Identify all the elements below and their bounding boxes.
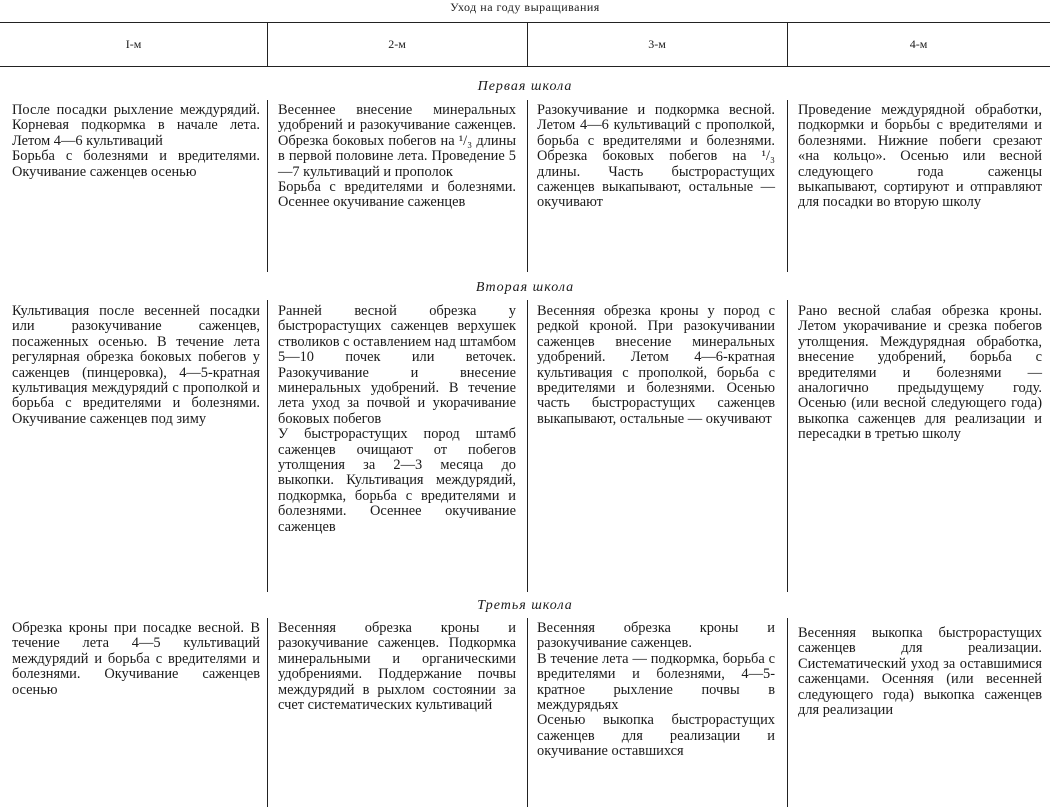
section-title-third-school: Третья школа	[477, 598, 573, 613]
s1-divider-3	[787, 100, 788, 272]
cell-s3-year3: Весенняя обрезка кроны и разокучивание саженцев. В течение лета — подкормка, борьба с вредителями и болезнями, 4—5-кратное рыхление почвы в междурядьях Осенью выкопка быстрорастущих саженцев для реализации и окучивание оставшихся	[537, 620, 775, 760]
column-header-year-1: I-м	[125, 37, 142, 51]
cell-s1-year2: Весеннее внесение минеральных удобрений и разокучивание саженцев. Обрезка боковых побегов на ¹/₃ длины в первой половине лета. Проведение 5—7 культиваций и прополок Борьба с вредителями и болезнями. Осеннее окучивание саженцев	[278, 102, 516, 211]
s3-divider-3	[787, 618, 788, 807]
column-header-year-2: 2-м	[388, 37, 406, 51]
s3-divider-2	[527, 618, 528, 807]
header-top-rule	[0, 22, 1050, 23]
s2-divider-1	[267, 300, 268, 592]
header-bottom-rule	[0, 66, 1050, 67]
table-caption: Уход на году выращивания	[450, 0, 600, 14]
cell-s3-year2: Весенняя обрезка кроны и разокучивание саженцев. Подкормка минеральными и органическими удобрениями. Поддержание почвы междурядий в рыхлом состоянии за счет систематических культиваций	[278, 620, 516, 714]
header-divider-3	[787, 22, 788, 66]
cell-s2-year2: Ранней весной обрезка у быстрорастущих саженцев верхушек стволиков с оставлением над штамбом 5—10 почек или веточек. Разокучивание и внесение минеральных удобрений. В течение лета уход за почвой и укорачивание боковых побегов У быстрорастущих пород штамб саженцев очищают от побегов утолщения за 2—3 месяца до выкопки. Культивация междурядий, подкормка, борьба с вредителями и болезнями. Осеннее окучивание саженцев	[278, 303, 516, 535]
cell-s2-year4: Рано весной слабая обрезка кроны. Летом укорачивание и срезка побегов утолщения. Междурядная обработка, внесение удобрений, борьба с вредителями и болезнями — аналогично предыдущему году. Осенью (или весной следующего года) выкопка саженцев для реализации и пересадки в третью школу	[798, 303, 1042, 443]
s2-divider-3	[787, 300, 788, 592]
cell-s1-year4: Проведение междурядной обработки, подкормки и борьбы с вредителями и болезнями. Нижние побеги срезают «на кольцо». Осенью или весной следующего года саженцы выкапывают, сортируют и отправляют для посадки во вторую школу	[798, 102, 1042, 211]
section-title-first-school: Первая школа	[477, 79, 573, 94]
header-divider-2	[527, 22, 528, 66]
column-header-year-4: 4-м	[909, 37, 928, 51]
s3-divider-1	[267, 618, 268, 807]
column-header-year-3: 3-м	[648, 37, 666, 51]
section-title-second-school: Вторая школа	[475, 280, 575, 295]
cell-s1-year1: После посадки рыхление междурядий. Корневая подкормка в начале лета. Летом 4—6 культиваций Борьба с болезнями и вредителями. Окучивание саженцев осенью	[12, 102, 260, 180]
s1-divider-1	[267, 100, 268, 272]
cell-s2-year1: Культивация после весенней посадки или разокучивание саженцев, посаженных осенью. В течение лета регулярная обрезка боковых побегов у саженцев (пинцеровка), 4—5-кратная культивация междурядий с прополкой и борьба с вредителями и болезнями. Окучивание саженцев под зиму	[12, 303, 260, 427]
s2-divider-2	[527, 300, 528, 592]
cell-s2-year3: Весенняя обрезка кроны у пород с редкой кроной. При разокучивании саженцев внесение минеральных удобрений. Летом 4—6-кратная культивация с прополкой, борьба с вредителями и болезнями. Осенью часть быстрорастущих саженцев выкапывают, остальные — окучивают	[537, 303, 775, 427]
header-divider-1	[267, 22, 268, 66]
s1-divider-2	[527, 100, 528, 272]
cell-s1-year3: Разокучивание и подкормка весной. Летом 4—6 культиваций с прополкой, борьба с вредителями и болезнями. Обрезка боковых побегов на ¹/₃ длины. Часть быстрорастущих саженцев выкапывают, остальные — окучивают	[537, 102, 775, 211]
cell-s3-year1: Обрезка кроны при посадке весной. В течение лета 4—5 культиваций междурядий и борьба с вредителями и болезнями. Окучивание саженцев осенью	[12, 620, 260, 698]
cell-s3-year4: Весенняя выкопка быстрорастущих саженцев для реализации. Систематический уход за оставшимися саженцами. Осенняя (или весенней следующего года) выкопка саженцев для реализации	[798, 625, 1042, 719]
